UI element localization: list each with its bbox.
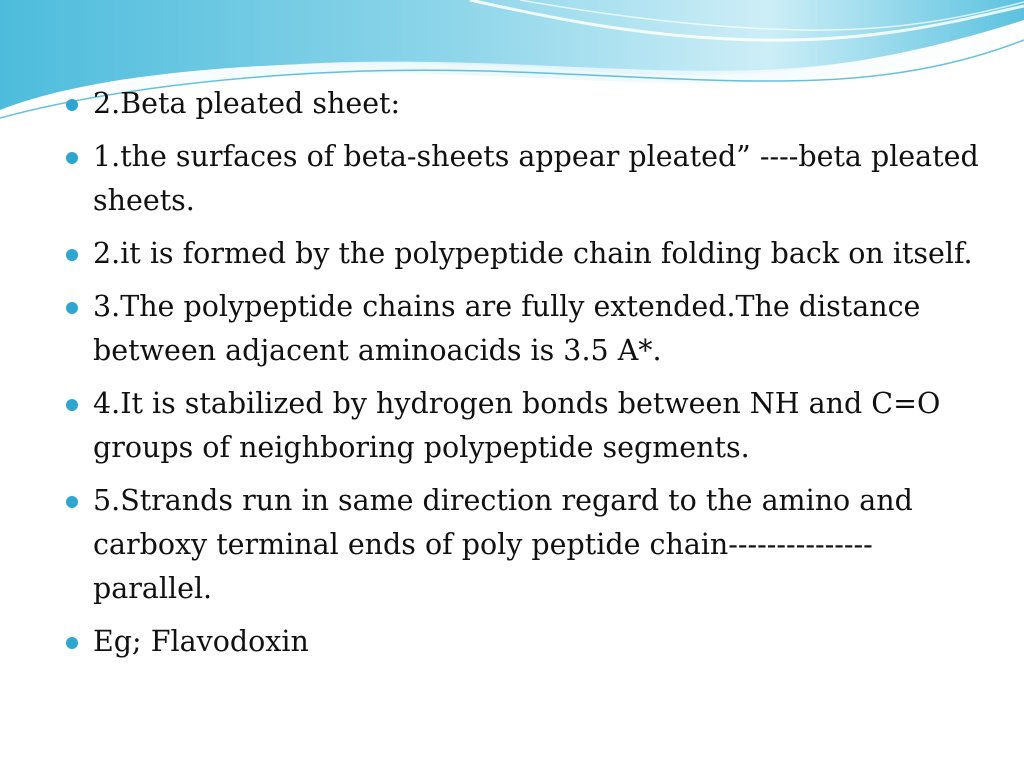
bullet-text: 2.Beta pleated sheet:	[93, 87, 401, 120]
bullet-icon	[66, 302, 78, 314]
bullet-text: Eg; Flavodoxin	[93, 625, 309, 658]
bullet-icon	[66, 399, 78, 411]
list-item	[60, 620, 980, 664]
list-item	[60, 382, 980, 470]
bullet-list	[60, 82, 988, 664]
bullet-text: 4.It is stabilized by hydrogen bonds between NH and C=O groups of neighboring polypeptide segments.	[93, 387, 950, 464]
list-item	[60, 82, 980, 126]
bullet-icon	[66, 496, 78, 508]
bullet-icon	[66, 637, 78, 649]
list-item	[60, 285, 980, 373]
list-item	[60, 232, 980, 276]
bullet-icon	[66, 152, 78, 164]
bullet-icon	[66, 249, 78, 261]
list-item	[60, 479, 980, 611]
bullet-icon	[66, 99, 78, 111]
bullet-text: 5.Strands run in same direction regard to the amino and carboxy terminal ends of poly peptide chain--------------- parallel.	[93, 484, 922, 605]
bullet-text: 3.The polypeptide chains are fully extended.The distance between adjacent aminoacids is 3.5 A*.	[93, 290, 930, 367]
bullet-text: 2.it is formed by the polypeptide chain folding back on itself.	[93, 237, 973, 270]
bullet-text: 1.the surfaces of beta-sheets appear pleated” ----beta pleated sheets.	[93, 140, 988, 217]
slide-body	[60, 82, 988, 673]
list-item	[60, 135, 988, 223]
